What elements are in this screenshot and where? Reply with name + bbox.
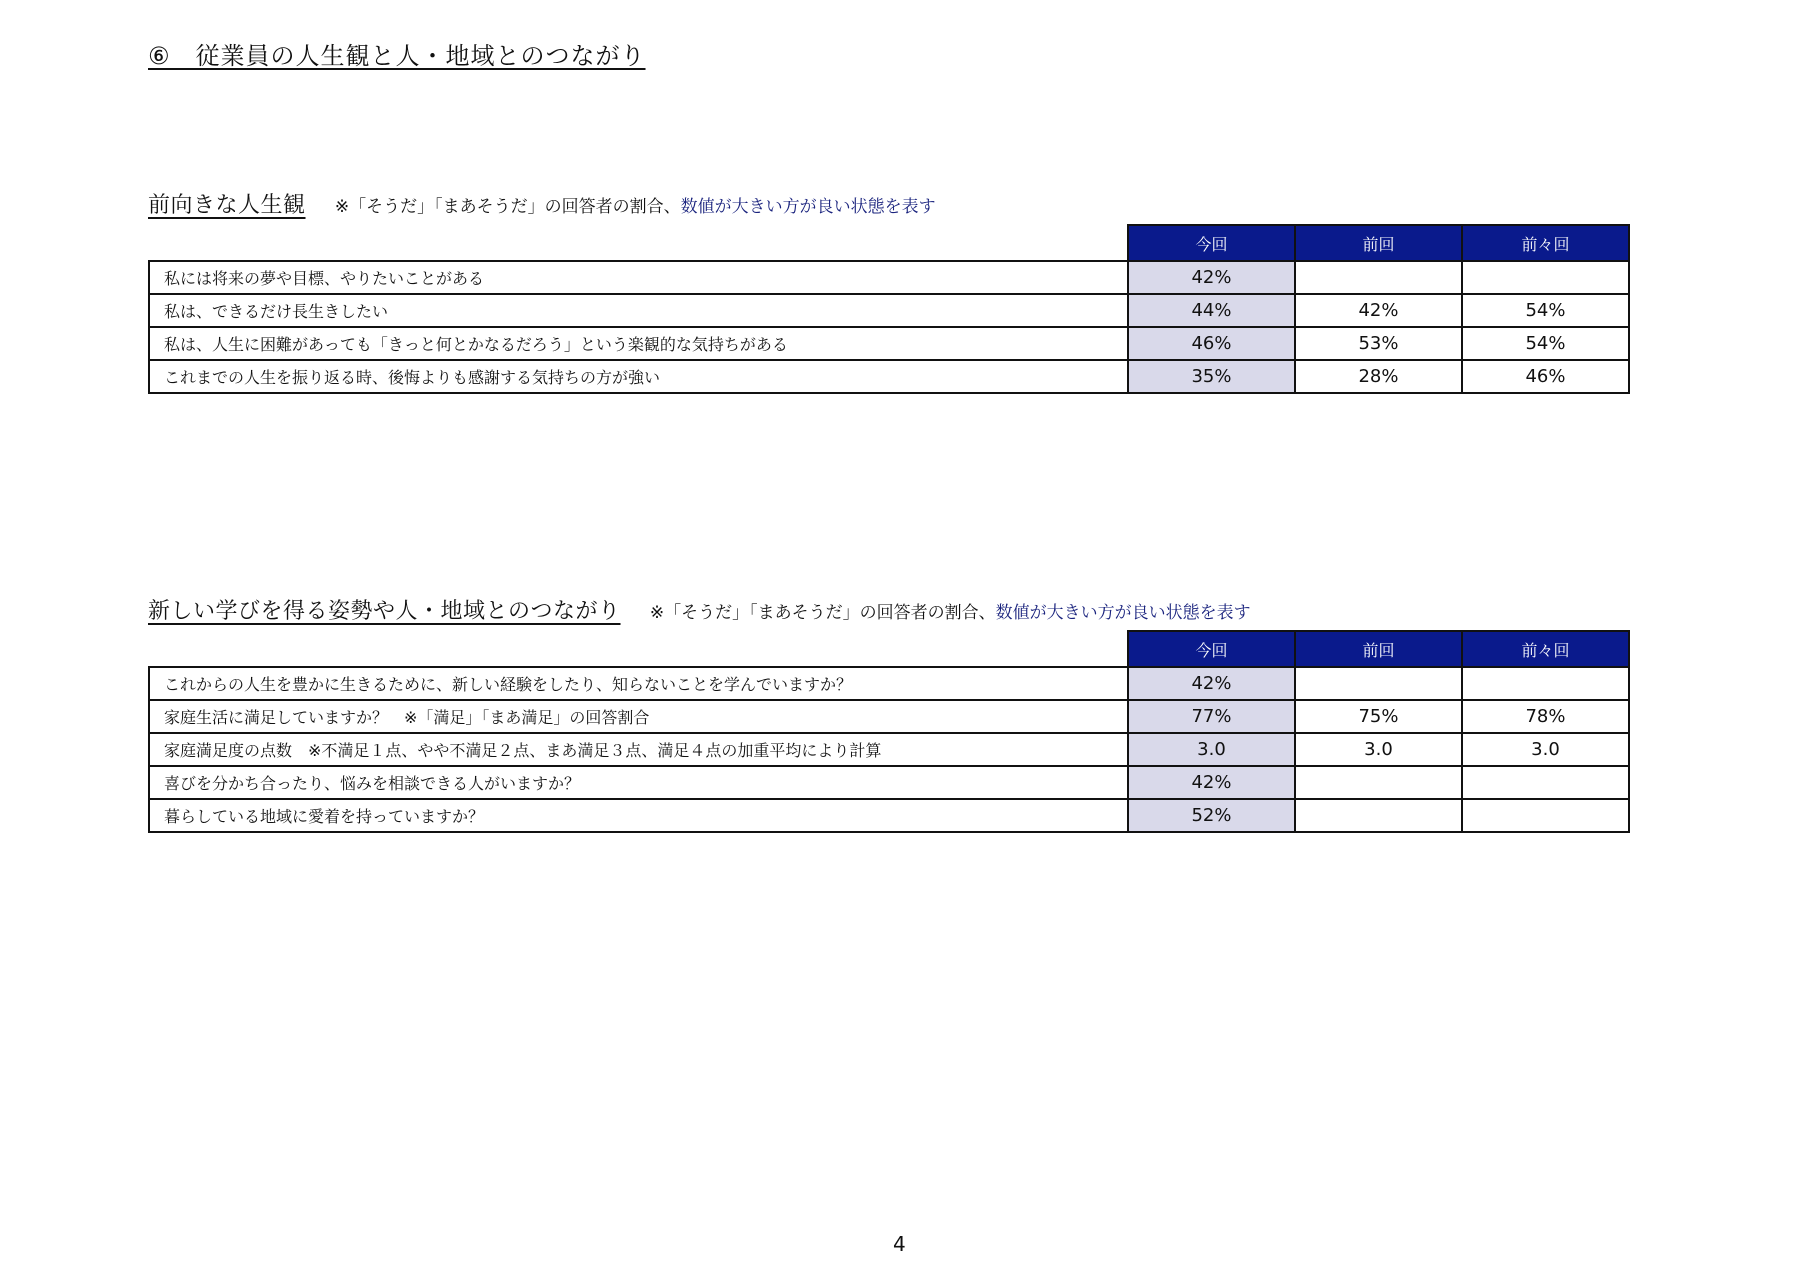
table-header-row [149,225,1629,261]
row-label: 私は、人生に困難があっても「きっと何とかなるだろう」という楽観的な気持ちがある [149,327,1128,360]
cell-current: 44% [1128,294,1295,327]
cell-current: 77% [1128,700,1295,733]
table-row [149,700,1629,733]
row-label: 私は、できるだけ長生きしたい [149,294,1128,327]
cell-before-previous [1462,667,1629,700]
section-1-header [148,188,936,219]
cell-current: 42% [1128,667,1295,700]
col-before-previous: 前々回 [1462,631,1629,667]
col-current: 今回 [1128,631,1295,667]
cell-before-previous: 54% [1462,294,1629,327]
cell-previous [1295,799,1462,832]
cell-previous: 75% [1295,700,1462,733]
table-row [149,294,1629,327]
table-row [149,766,1629,799]
cell-previous [1295,261,1462,294]
table-row [149,360,1629,393]
table-row [149,667,1629,700]
cell-current: 3.0 [1128,733,1295,766]
table-row [149,799,1629,832]
cell-before-previous [1462,799,1629,832]
section-2-note-accent: 数値が大きい方が良い状態を表す [995,603,1251,623]
section-2-heading: 新しい学びを得る姿勢や人・地域とのつながり [148,599,621,624]
row-label: 暮らしている地域に愛着を持っていますか？ [149,799,1128,832]
cell-previous: 3.0 [1295,733,1462,766]
section-1-heading: 前向きな人生観 [148,193,306,218]
col-before-previous: 前々回 [1462,225,1629,261]
page-title: ⑥ 従業員の人生観と人・地域とのつながり [148,42,646,70]
row-label: 家庭満足度の点数 ※不満足１点、やや不満足２点、まあ満足３点、満足４点の加重平均により計算 [149,733,1128,766]
row-label: これまでの人生を振り返る時、後悔よりも感謝する気持ちの方が強い [149,360,1128,393]
section-2-note: ※「そうだ」「まあそうだ」の回答者の割合、 [649,603,996,623]
section-1-note-accent: 数値が大きい方が良い状態を表す [680,197,936,217]
table-header-row [149,631,1629,667]
col-previous: 前回 [1295,225,1462,261]
header-blank [149,225,1128,261]
row-label: 喜びを分かち合ったり、悩みを相談できる人がいますか？ [149,766,1128,799]
positive-outlook-table [148,224,1630,394]
cell-before-previous: 3.0 [1462,733,1629,766]
cell-current: 42% [1128,261,1295,294]
cell-previous [1295,766,1462,799]
cell-current: 42% [1128,766,1295,799]
row-label: これからの人生を豊かに生きるために、新しい経験をしたり、知らないことを学んでいますか？ [149,667,1128,700]
row-label: 家庭生活に満足していますか？ ※「満足」「まあ満足」の回答割合 [149,700,1128,733]
table-row [149,733,1629,766]
section-1-note: ※「そうだ」「まあそうだ」の回答者の割合、 [334,197,681,217]
row-label: 私には将来の夢や目標、やりたいことがある [149,261,1128,294]
table-row [149,261,1629,294]
col-current: 今回 [1128,225,1295,261]
cell-before-previous [1462,766,1629,799]
cell-previous: 53% [1295,327,1462,360]
cell-previous: 28% [1295,360,1462,393]
cell-before-previous: 54% [1462,327,1629,360]
header-blank [149,631,1128,667]
cell-previous: 42% [1295,294,1462,327]
cell-current: 46% [1128,327,1295,360]
table-row [149,327,1629,360]
cell-before-previous: 46% [1462,360,1629,393]
learning-connections-table [148,630,1630,833]
cell-before-previous [1462,261,1629,294]
cell-previous [1295,667,1462,700]
cell-current: 52% [1128,799,1295,832]
page-number: 4 [893,1232,906,1256]
section-2-header [148,594,1251,625]
cell-before-previous: 78% [1462,700,1629,733]
cell-current: 35% [1128,360,1295,393]
col-previous: 前回 [1295,631,1462,667]
